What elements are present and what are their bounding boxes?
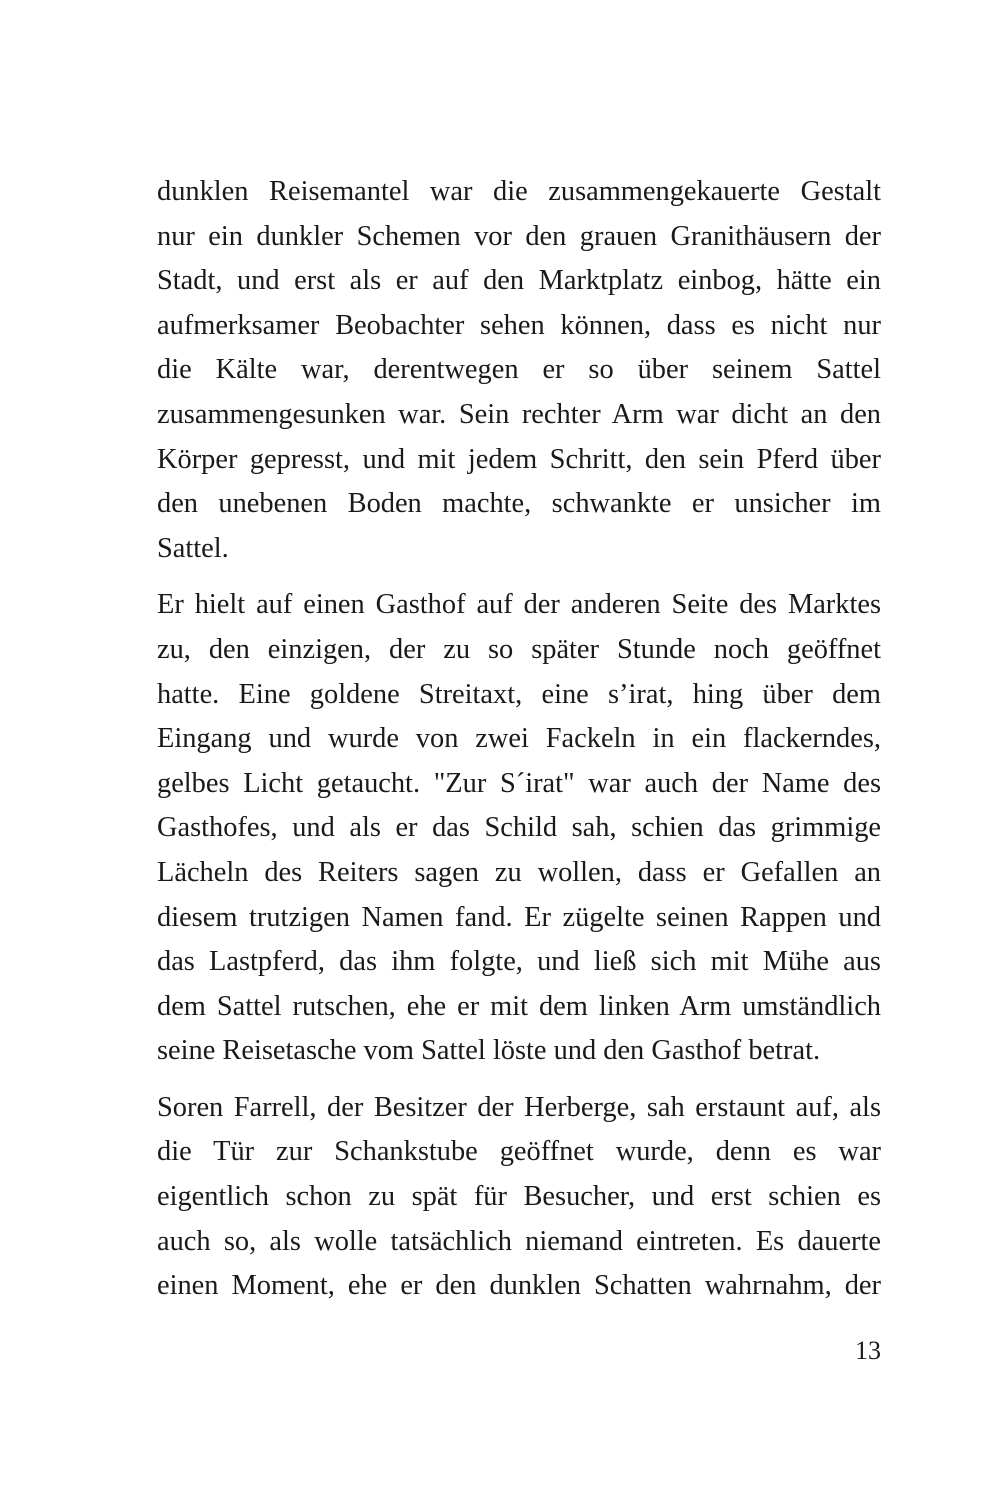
text-line: Eingang und wurde von zwei Fackeln in ein flackerndes, xyxy=(157,723,881,755)
text-line: Körper gepresst, und mit jedem Schritt, den sein Pferd über xyxy=(157,443,881,475)
text-line: die Tür zur Schankstube geöffnet wurde, denn es war xyxy=(157,1136,881,1168)
text-line: seine Reisetasche vom Sattel löste und den Gasthof betrat. xyxy=(157,1035,821,1067)
text-line: zu, den einzigen, der zu so später Stunde noch geöffnet xyxy=(157,633,881,665)
text-line: Soren Farrell, der Besitzer der Herberge, sah erstaunt auf, als xyxy=(157,1091,881,1123)
text-line: zusammengesunken war. Sein rechter Arm war dicht an den xyxy=(157,398,881,430)
paragraph-1 xyxy=(157,170,881,571)
text-line: den unebenen Boden machte, schwankte er unsicher im xyxy=(157,488,881,520)
text-line: dunklen Reisemantel war die zusammengekauerte Gestalt xyxy=(157,176,881,207)
text-line: nur ein dunkler Schemen vor den grauen Granithäusern der xyxy=(157,220,881,252)
text-line: Stadt, und erst als er auf den Marktplatz einbog, hätte ein xyxy=(157,265,881,297)
text-line: hatte. Eine goldene Streitaxt, eine s’irat, hing über dem xyxy=(157,678,881,710)
text-line: dem Sattel rutschen, ehe er mit dem linken Arm umständlich xyxy=(157,990,881,1022)
text-line: gelbes Licht getaucht. "Zur S´irat" war auch der Name des xyxy=(157,767,881,799)
body-text xyxy=(157,170,881,1321)
paragraph-2 xyxy=(157,583,881,1074)
text-line: diesem trutzigen Namen fand. Er zügelte seinen Rappen und xyxy=(157,901,881,933)
text-line: Sattel. xyxy=(157,532,229,564)
text-line: die Kälte war, derentwegen er so über seinem Sattel xyxy=(157,354,881,386)
text-line: das Lastpferd, das ihm folgte, und ließ sich mit Mühe aus xyxy=(157,946,881,978)
text-line: eigentlich schon zu spät für Besucher, und erst schien es xyxy=(157,1181,881,1213)
page-number: 13 xyxy=(855,1336,881,1365)
text-line: Lächeln des Reiters sagen zu wollen, dass er Gefallen an xyxy=(157,856,881,888)
text-line: Er hielt auf einen Gasthof auf der anderen Seite des Marktes xyxy=(157,589,881,621)
text-line: aufmerksamer Beobachter sehen können, dass es nicht nur xyxy=(157,309,881,341)
text-line: auch so, als wolle tatsächlich niemand eintreten. Es dauerte xyxy=(157,1225,881,1257)
text-line: Gasthofes, und als er das Schild sah, schien das grimmige xyxy=(157,812,881,844)
text-line: einen Moment, ehe er den dunklen Schatten wahrnahm, der xyxy=(157,1270,881,1302)
paragraph-3 xyxy=(157,1086,881,1309)
